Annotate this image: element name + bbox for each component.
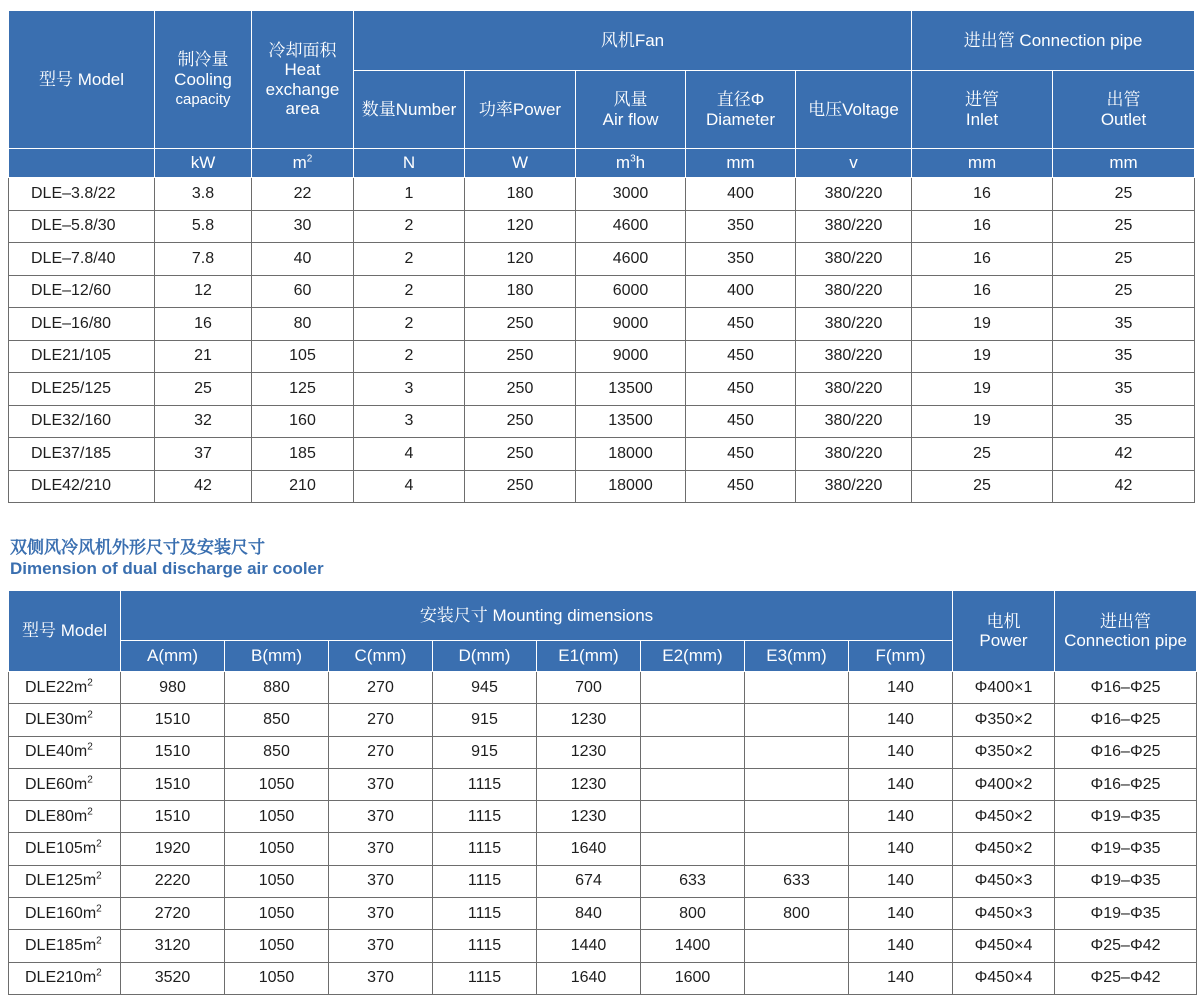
table-cell: 1115 (433, 898, 537, 930)
header-voltage: 电压Voltage (796, 71, 912, 149)
table-cell: 370 (329, 768, 433, 800)
table-cell: 370 (329, 865, 433, 897)
unit-blank (9, 149, 155, 178)
table-cell: 7.8 (155, 243, 252, 276)
table-cell: 18000 (576, 438, 686, 471)
model-cell: DLE32/160 (9, 405, 155, 438)
table-cell: 120 (465, 243, 576, 276)
table-cell: 250 (465, 438, 576, 471)
model-cell (9, 898, 121, 930)
unit-power: W (465, 149, 576, 178)
table-cell: 1510 (121, 768, 225, 800)
table-cell: 450 (686, 405, 796, 438)
table-cell: 9000 (576, 308, 686, 341)
table-cell: 250 (465, 308, 576, 341)
table-cell: 140 (849, 962, 953, 994)
model-cell: DLE–5.8/30 (9, 210, 155, 243)
table-row (9, 833, 1197, 865)
table-cell (641, 768, 745, 800)
table-cell: 5.8 (155, 210, 252, 243)
table-cell: Φ350×2 (953, 736, 1055, 768)
table-cell: Φ19–Φ35 (1055, 865, 1197, 897)
table-cell: 35 (1053, 405, 1195, 438)
header-motor-power: 电机 Power (953, 591, 1055, 672)
table-cell: 13500 (576, 373, 686, 406)
model-cell (9, 962, 121, 994)
model-label: DLE105m (25, 840, 97, 858)
table-cell: 160 (252, 405, 354, 438)
table-cell: 700 (537, 672, 641, 704)
table-cell: 1115 (433, 801, 537, 833)
table-cell: 19 (912, 405, 1053, 438)
table-cell: 380/220 (796, 210, 912, 243)
table-cell: 915 (433, 704, 537, 736)
table-cell: 450 (686, 308, 796, 341)
header-inlet: 进管 Inlet (912, 71, 1053, 149)
model-cell: DLE–12/60 (9, 275, 155, 308)
table-cell: Φ16–Φ25 (1055, 704, 1197, 736)
table-cell: 1050 (225, 833, 329, 865)
table-row (9, 373, 1195, 406)
table-cell: 3 (354, 373, 465, 406)
header-air-flow: 风量 Air flow (576, 71, 686, 149)
table-cell: 140 (849, 898, 953, 930)
unit-outlet: mm (1053, 149, 1195, 178)
header-connection-pipe-group: 进出管 Connection pipe (912, 11, 1195, 71)
table-cell: 1600 (641, 962, 745, 994)
table-cell: 380/220 (796, 405, 912, 438)
table-cell: 380/220 (796, 275, 912, 308)
table-cell: 3.8 (155, 178, 252, 211)
table-row (9, 405, 1195, 438)
table-cell: 25 (155, 373, 252, 406)
header-outlet: 出管 Outlet (1053, 71, 1195, 149)
table-cell: 250 (465, 373, 576, 406)
cooler-spec-table-body (9, 178, 1195, 503)
table-row (9, 962, 1197, 994)
table-cell: Φ450×2 (953, 833, 1055, 865)
table-row (9, 210, 1195, 243)
table-cell: 250 (465, 405, 576, 438)
header-cooling-capacity: 制冷量 Cooling capacity (155, 11, 252, 149)
table-cell: Φ450×4 (953, 930, 1055, 962)
unit-airflow: $m^3h$ (576, 149, 686, 178)
table-cell: 840 (537, 898, 641, 930)
table-cell: 1050 (225, 930, 329, 962)
table-row (9, 308, 1195, 341)
table-cell: 4600 (576, 243, 686, 276)
table-cell (745, 672, 849, 704)
dimension-table-body (9, 672, 1197, 995)
table-cell: 25 (1053, 178, 1195, 211)
model-label: DLE40m (25, 743, 88, 761)
table-cell: 800 (641, 898, 745, 930)
table-cell: 1 (354, 178, 465, 211)
table-cell: 42 (1053, 438, 1195, 471)
table-cell: 37 (155, 438, 252, 471)
table-cell: 2 (354, 210, 465, 243)
model-sup: 2 (87, 741, 93, 753)
model-cell (9, 768, 121, 800)
header-dimension-col: E2(mm) (641, 641, 745, 672)
table-cell: 6000 (576, 275, 686, 308)
table-cell: 370 (329, 930, 433, 962)
cooler-spec-table (8, 10, 1195, 503)
table-cell: 1230 (537, 736, 641, 768)
table-cell: 380/220 (796, 178, 912, 211)
table-cell: 210 (252, 470, 354, 503)
table-cell: 16 (912, 243, 1053, 276)
table-cell: 370 (329, 962, 433, 994)
table-cell: Φ450×3 (953, 898, 1055, 930)
table-cell: 32 (155, 405, 252, 438)
table-cell: 1510 (121, 704, 225, 736)
model-cell (9, 833, 121, 865)
table-cell: 3120 (121, 930, 225, 962)
table-cell: 140 (849, 833, 953, 865)
model-sup: 2 (87, 806, 93, 818)
table-cell: 140 (849, 865, 953, 897)
table-cell: 140 (849, 768, 953, 800)
table-row (9, 243, 1195, 276)
model-label: DLE80m (25, 807, 88, 825)
header-fan-group: 风机Fan (354, 11, 912, 71)
model-cell: DLE–16/80 (9, 308, 155, 341)
table-cell: 2 (354, 340, 465, 373)
table-cell: 350 (686, 243, 796, 276)
table-cell: 1115 (433, 865, 537, 897)
table-cell: Φ19–Φ35 (1055, 898, 1197, 930)
table-cell: 1640 (537, 962, 641, 994)
model-cell (9, 930, 121, 962)
header-dimension-col: C(mm) (329, 641, 433, 672)
table-cell: 1640 (537, 833, 641, 865)
model-label: DLE185m (25, 937, 97, 955)
table-cell (745, 704, 849, 736)
table-cell: 1115 (433, 962, 537, 994)
table-cell: 370 (329, 801, 433, 833)
header-heat-exchange-area: 冷却面积 Heat exchange area (252, 11, 354, 149)
table-cell: 380/220 (796, 308, 912, 341)
table-cell (641, 736, 745, 768)
table-cell: Φ16–Φ25 (1055, 736, 1197, 768)
table-cell: 3520 (121, 962, 225, 994)
table-row (9, 736, 1197, 768)
table-cell: 380/220 (796, 438, 912, 471)
model-sup: 2 (96, 967, 102, 979)
header-diameter: 直径Φ Diameter (686, 71, 796, 149)
table-cell: 1440 (537, 930, 641, 962)
table-cell: 3000 (576, 178, 686, 211)
table-cell: 270 (329, 672, 433, 704)
model-cell (9, 704, 121, 736)
table-row (9, 704, 1197, 736)
table-cell: Φ450×3 (953, 865, 1055, 897)
header-connection-pipe: 进出管 Connection pipe (1055, 591, 1197, 672)
model-cell (9, 865, 121, 897)
table-cell (641, 704, 745, 736)
table-cell: 180 (465, 275, 576, 308)
table-cell (745, 801, 849, 833)
table-cell: Φ25–Φ42 (1055, 930, 1197, 962)
header-model: 型号 Model (9, 11, 155, 149)
table-cell: 1115 (433, 833, 537, 865)
table-cell: 25 (912, 438, 1053, 471)
table-row (9, 178, 1195, 211)
table-cell: 1050 (225, 962, 329, 994)
table-cell: 2 (354, 275, 465, 308)
header-dimension-col: E3(mm) (745, 641, 849, 672)
model-sup: 2 (87, 774, 93, 786)
table-cell: 80 (252, 308, 354, 341)
table-cell: 1050 (225, 768, 329, 800)
table-row (9, 470, 1195, 503)
table-cell: 42 (155, 470, 252, 503)
table-cell: Φ400×2 (953, 768, 1055, 800)
table-cell: Φ19–Φ35 (1055, 833, 1197, 865)
table-cell: Φ25–Φ42 (1055, 962, 1197, 994)
table-cell: 185 (252, 438, 354, 471)
table-cell: 4600 (576, 210, 686, 243)
table-cell: 2 (354, 243, 465, 276)
model-cell: DLE–7.8/40 (9, 243, 155, 276)
table-row (9, 865, 1197, 897)
table-row (9, 438, 1195, 471)
table-cell: Φ450×2 (953, 801, 1055, 833)
model-sup: 2 (96, 871, 102, 883)
table-cell: 450 (686, 438, 796, 471)
model-label: DLE60m (25, 775, 88, 793)
section-title (10, 537, 324, 579)
unit-inlet: mm (912, 149, 1053, 178)
table-cell: 350 (686, 210, 796, 243)
table-cell: 1050 (225, 801, 329, 833)
table-cell: 1230 (537, 704, 641, 736)
table-cell: 380/220 (796, 373, 912, 406)
model-cell: DLE21/105 (9, 340, 155, 373)
table-cell: 42 (1053, 470, 1195, 503)
model-label: DLE125m (25, 872, 97, 890)
table-cell: 13500 (576, 405, 686, 438)
table-cell (745, 833, 849, 865)
table-row (9, 340, 1195, 373)
table-cell: 1510 (121, 801, 225, 833)
table-cell: 19 (912, 340, 1053, 373)
table-cell: 2720 (121, 898, 225, 930)
table-cell: Φ16–Φ25 (1055, 672, 1197, 704)
table-cell: Φ350×2 (953, 704, 1055, 736)
model-label: DLE160m (25, 904, 97, 922)
table-cell: 380/220 (796, 340, 912, 373)
table-cell (641, 801, 745, 833)
table-cell: 1115 (433, 930, 537, 962)
table-cell: 18000 (576, 470, 686, 503)
model-cell (9, 672, 121, 704)
model-sup: 2 (96, 838, 102, 850)
table-cell: 16 (912, 275, 1053, 308)
table-cell: 35 (1053, 308, 1195, 341)
table-cell: 19 (912, 308, 1053, 341)
table-cell: 633 (641, 865, 745, 897)
header-model-2: 型号 Model (9, 591, 121, 672)
unit-cooling: kW (155, 149, 252, 178)
table-cell: 30 (252, 210, 354, 243)
table-cell: Φ16–Φ25 (1055, 768, 1197, 800)
model-cell (9, 736, 121, 768)
table-cell: 633 (745, 865, 849, 897)
table-cell: Φ19–Φ35 (1055, 801, 1197, 833)
table-cell: 450 (686, 470, 796, 503)
table-cell: 35 (1053, 373, 1195, 406)
table-cell: 800 (745, 898, 849, 930)
table-cell: 140 (849, 704, 953, 736)
table-cell: 1050 (225, 898, 329, 930)
table-cell: 4 (354, 470, 465, 503)
table-cell: 674 (537, 865, 641, 897)
table-cell: 1230 (537, 768, 641, 800)
header-dimension-col: D(mm) (433, 641, 537, 672)
table-cell: 915 (433, 736, 537, 768)
table-cell: 270 (329, 704, 433, 736)
header-dimension-col: B(mm) (225, 641, 329, 672)
table-cell: 25 (1053, 210, 1195, 243)
model-cell: DLE25/125 (9, 373, 155, 406)
table-cell: 16 (912, 178, 1053, 211)
table-cell: 945 (433, 672, 537, 704)
unit-voltage: v (796, 149, 912, 178)
table-row (9, 275, 1195, 308)
table-cell: 1115 (433, 768, 537, 800)
model-sup: 2 (87, 677, 93, 689)
table-cell: 19 (912, 373, 1053, 406)
table-cell: 850 (225, 704, 329, 736)
table-row (9, 930, 1197, 962)
table-cell: 380/220 (796, 470, 912, 503)
table-cell: 450 (686, 340, 796, 373)
table-cell: 880 (225, 672, 329, 704)
table-cell: 1230 (537, 801, 641, 833)
section-title-zh: 双侧风冷风机外形尺寸及安装尺寸 (10, 538, 265, 557)
table-row (9, 672, 1197, 704)
table-cell: 2220 (121, 865, 225, 897)
section-title-en: Dimension of dual discharge air cooler (10, 559, 324, 578)
table-row (9, 768, 1197, 800)
table-cell: 25 (1053, 243, 1195, 276)
header-fan-power: 功率Power (465, 71, 576, 149)
header-fan-number: 数量Number (354, 71, 465, 149)
table-cell: 450 (686, 373, 796, 406)
table-cell (745, 768, 849, 800)
table-cell: 250 (465, 340, 576, 373)
table-cell: 22 (252, 178, 354, 211)
table-cell: 400 (686, 275, 796, 308)
table-cell: 120 (465, 210, 576, 243)
table-cell (745, 736, 849, 768)
table-cell: 250 (465, 470, 576, 503)
model-sup: 2 (96, 935, 102, 947)
table-cell: 25 (1053, 275, 1195, 308)
table-cell: 105 (252, 340, 354, 373)
table-cell: 400 (686, 178, 796, 211)
header-dimension-col: A(mm) (121, 641, 225, 672)
table-row (9, 898, 1197, 930)
model-sup: 2 (96, 903, 102, 915)
table-cell (745, 962, 849, 994)
table-cell: 980 (121, 672, 225, 704)
model-cell: DLE37/185 (9, 438, 155, 471)
table-cell: 4 (354, 438, 465, 471)
table-cell: 1510 (121, 736, 225, 768)
model-cell: DLE–3.8/22 (9, 178, 155, 211)
table-cell: 1050 (225, 865, 329, 897)
table-cell: 21 (155, 340, 252, 373)
unit-area: $m^2$ (252, 149, 354, 178)
table-cell: 140 (849, 672, 953, 704)
table-cell: 140 (849, 801, 953, 833)
table-cell: 16 (155, 308, 252, 341)
unit-number: N (354, 149, 465, 178)
table-cell: 125 (252, 373, 354, 406)
table-cell: 2 (354, 308, 465, 341)
header-mounting-dimensions: 安装尺寸 Mounting dimensions (121, 591, 953, 641)
table-cell: 850 (225, 736, 329, 768)
model-sup: 2 (87, 709, 93, 721)
table-cell: 1920 (121, 833, 225, 865)
table-cell: 370 (329, 898, 433, 930)
model-cell: DLE42/210 (9, 470, 155, 503)
table-cell: 370 (329, 833, 433, 865)
table-cell (641, 833, 745, 865)
table-cell: 35 (1053, 340, 1195, 373)
table-cell: 380/220 (796, 243, 912, 276)
table-cell: 3 (354, 405, 465, 438)
model-label: DLE30m (25, 710, 88, 728)
unit-diameter: mm (686, 149, 796, 178)
model-cell (9, 801, 121, 833)
table-cell: Φ450×4 (953, 962, 1055, 994)
model-label: DLE22m (25, 678, 88, 696)
table-cell (745, 930, 849, 962)
table-row (9, 801, 1197, 833)
table-cell: 12 (155, 275, 252, 308)
dimension-table (8, 590, 1197, 995)
table-cell: 16 (912, 210, 1053, 243)
table-cell: 40 (252, 243, 354, 276)
table-cell: 180 (465, 178, 576, 211)
table-cell (641, 672, 745, 704)
table-cell: 140 (849, 930, 953, 962)
table-cell: Φ400×1 (953, 672, 1055, 704)
model-label: DLE210m (25, 969, 97, 987)
table-cell: 9000 (576, 340, 686, 373)
table-cell: 60 (252, 275, 354, 308)
table-cell: 140 (849, 736, 953, 768)
table-cell: 25 (912, 470, 1053, 503)
header-dimension-col: E1(mm) (537, 641, 641, 672)
header-dimension-col: F(mm) (849, 641, 953, 672)
table-cell: 1400 (641, 930, 745, 962)
table-cell: 270 (329, 736, 433, 768)
